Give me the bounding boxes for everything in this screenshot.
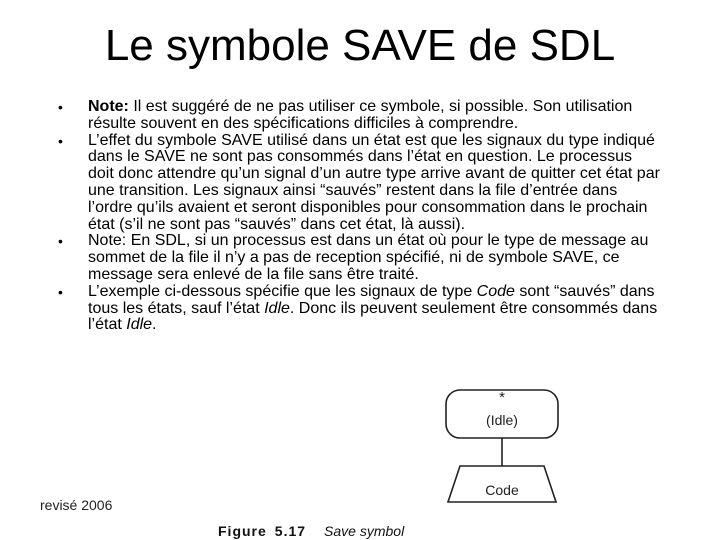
example-text-4: . — [152, 316, 157, 334]
example-state-name: Idle — [264, 299, 290, 317]
note-body: Il est suggéré de ne pas utiliser ce symbole, si possible. Son utilisation résulte souvent en des spécifications difficiles à comprendre. — [88, 98, 633, 132]
caption-number: 5.17 — [274, 523, 307, 539]
example-text-2: sont “sauvés” dans tous les états, sauf l’état — [88, 282, 655, 317]
bullet-marker: • — [58, 283, 63, 300]
bullet-item-note — [58, 99, 662, 133]
bullet-text — [88, 284, 662, 334]
bullet-item-example — [58, 284, 662, 334]
bullet-marker: • — [58, 99, 63, 115]
bullet-item-save-effect — [58, 133, 662, 234]
bullet-item-sdl-note — [58, 233, 662, 283]
state-except-label: (Idle) — [486, 412, 518, 428]
caption-text: Save symbol — [324, 523, 405, 539]
bullet-text — [88, 99, 662, 133]
revision-footer: revisé 2006 — [40, 497, 113, 513]
example-text-3: . Donc ils peuvent seulement être consommés dans l’état — [88, 299, 658, 334]
save-symbol-figure — [420, 380, 590, 540]
note-lead: Note: — [88, 98, 129, 115]
save-symbol-diagram — [420, 380, 590, 540]
state-asterisk-label: * — [499, 389, 505, 406]
bullet-text: Note: En SDL, si un processus est dans un état où pour le type de message au sommet de la file il n’y a pas de reception spécifié, ni de symbole SAVE, ce message sera enlevé de la file sans être traité. — [88, 232, 649, 283]
example-signal-type: Code — [476, 282, 515, 300]
slide-title: Le symbole SAVE de SDL — [104, 21, 616, 70]
save-symbol-label: Code — [485, 482, 519, 498]
example-text-1: L’exemple ci-dessous spécifie que les signaux de type — [88, 282, 477, 300]
bullet-marker: • — [58, 233, 63, 250]
bullet-list — [58, 99, 662, 334]
caption-word: Figure — [218, 523, 267, 539]
bullet-text: L’effet du symbole SAVE utilisé dans un état est que les signaux du type indiqué dans le SAVE ne sont pas consommés dans l’état en question. Le processus doit donc attendre qu’un signal d’un autre type arrive avant de quitter cet état par une transition. Les signaux ainsi “sauvés” restent dans la file d’entrée dans l’ordre qu’ils avaient et seront disponibles pour consommation dans le prochain état (s’il ne sont pas “sauvés” dans cet état, là aussi). — [88, 131, 660, 233]
example-state-name-2: Idle — [126, 316, 153, 334]
figure-caption — [218, 522, 438, 540]
bullet-marker: • — [58, 132, 63, 149]
